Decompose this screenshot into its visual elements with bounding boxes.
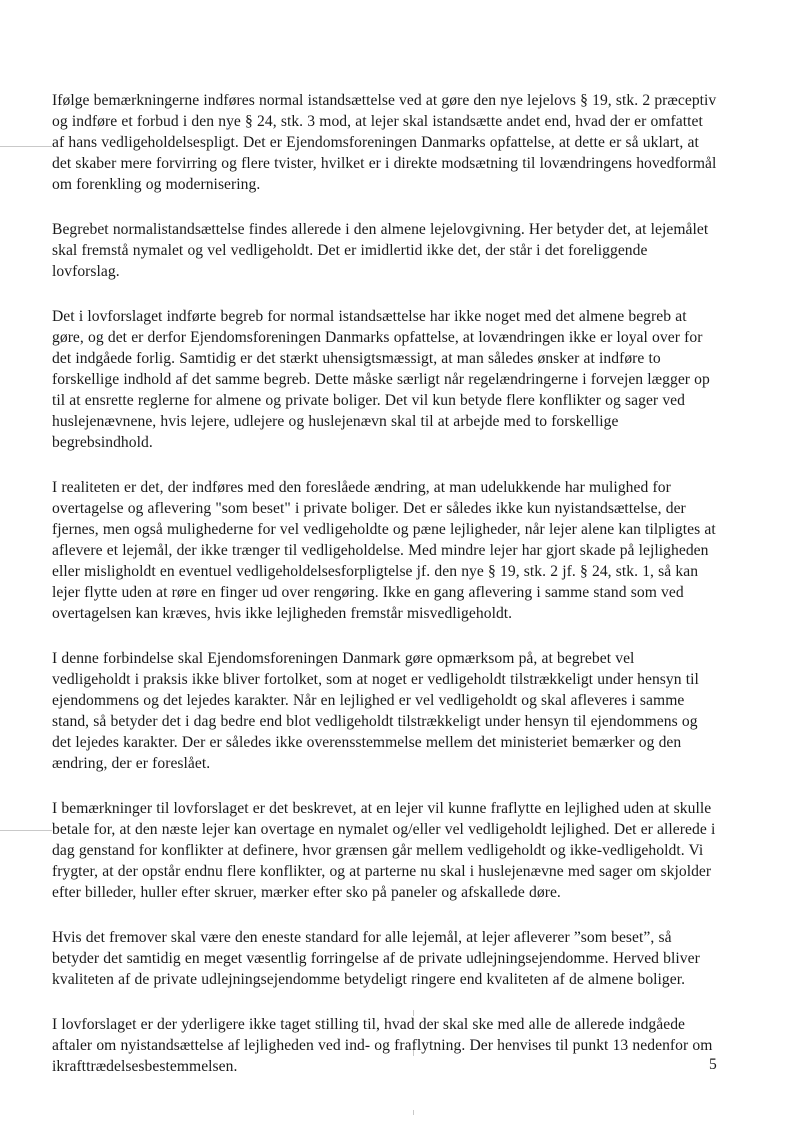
paragraph: I bemærkninger til lovforslaget er det beskrevet, at en lejer vil kunne fraflytte en lejlighed uden at skulle betale for, at den næste lejer kan overtage en nymalet og/eller vel vedligeholdt lejlighed. Det er allerede i dag genstand for konflikter at definere, hvor grænsen går mellem vedligeholdt og ikke-vedligeholdt. Vi frygter, at der opstår endnu flere konflikter, og at parterne nu skal i huslejenævne med sager om skjolder efter billeder, huller efter skruer, mærker efter sko på paneler og afskallede døre. bbox=[52, 800, 716, 901]
paragraph: Begrebet normalistandsættelse findes allerede i den almene lejelovgivning. Her betyder det, at lejemålet skal fremstå nymalet og vel vedligeholdt. Det er imidlertid ikke det, der står i det foreliggende lovforslag. bbox=[52, 221, 709, 280]
paragraph: Det i lovforslaget indførte begreb for normal istandsættelse har ikke noget med det almene begreb at gøre, og det er derfor Ejendomsforeningen Danmarks opfattelse, at lovændringen ikke er loyal over for det indgåede forlig. Samtidig er det stærkt uhensigtsmæssigt, at man således ønsker at indføre to forskellige indhold af det samme begreb. Dette måske særligt når regelændringerne i forvejen lægger op til at ensrette reglerne for almene og private boliger. Det vil kun betyde flere konflikter og sager ved huslejenævnene, hvis lejere, udlejere og huslejenævn skal til at arbejde med to forskellige begrebsindhold. bbox=[52, 308, 710, 451]
paragraph: I realiteten er det, der indføres med den foreslåede ændring, at man udelukkende har mulighed for overtagelse og aflevering "som beset" i private boliger. Det er således ikke kun nyistandsættelse, der fjernes, men også mulighederne for vel vedligeholdte og pæne lejligheder, når lejer alene kan tilpligtes at aflevere et lejemål, der ikke trænger til vedligeholdelse. Med mindre lejer har gjort skade på lejligheden eller misligholdt en eventuel vedligeholdelsesforpligtelse jf. den nye § 19, stk. 2 jf. § 24, stk. 1, så kan lejer flytte uden at røre en finger ud over rengøring. Ikke en gang aflevering i samme stand som ved overtagelsen kan kræves, hvis ikke lejligheden fremstår misvedligeholdt. bbox=[52, 479, 716, 622]
paragraph: Hvis det fremover skal være den eneste standard for alle lejemål, at lejer afleverer ”som beset”, så betyder det samtidig en meget væsentlig forringelse af de private udlejningsejendomme. Herved bliver kvaliteten af de private udlejningsejendomme betydeligt ringere end kvaliteten af de almene boliger. bbox=[52, 929, 700, 988]
document-body bbox=[52, 90, 717, 1101]
paragraph: I denne forbindelse skal Ejendomsforeningen Danmark gøre opmærksom på, at begrebet vel vedligeholdt i praksis ikke bliver fortolket, som at noget er vedligeholdt tilstrækkeligt under hensyn til ejendommens og det lejedes karakter. Når en lejlighed er vel vedligeholdt og skal afleveres i samme stand, så betyder det i dag bedre end blot vedligeholdt tilstrækkeligt under hensyn til ejendommens og det lejedes karakter. Der er således ikke overensstemmelse mellem det ministeriet bemærker og den ændring, der er foreslået. bbox=[52, 650, 699, 772]
paragraph: Ifølge bemærkningerne indføres normal istandsættelse ved at gøre den nye lejelovs § 19, stk. 2 præceptiv og indføre et forbud i den nye § 24, stk. 3 mod, at lejer skal istandsætte andet end, hvad der er omfattet af hans vedligeholdelsespligt. Det er Ejendomsforeningen Danmarks opfattelse, at dette er så uklart, at det skaber mere forvirring og flere tvister, hvilket er i direkte modsætning til lovændringens hovedformål om forenkling og modernisering. bbox=[52, 92, 717, 193]
scan-artifact-line bbox=[0, 830, 52, 831]
scan-artifact-line bbox=[0, 146, 52, 147]
page-number: 5 bbox=[709, 1056, 717, 1073]
paragraph: I lovforslaget er der yderligere ikke taget stilling til, hvad der skal ske med alle de allerede indgåede aftaler om nyistandsættelse af lejligheden ved ind- og fraflytning. Der henvises til punkt 13 nedenfor om ikrafttrædelsesbestemmelsen. bbox=[52, 1016, 713, 1075]
scan-artifact-dot bbox=[413, 1110, 414, 1115]
